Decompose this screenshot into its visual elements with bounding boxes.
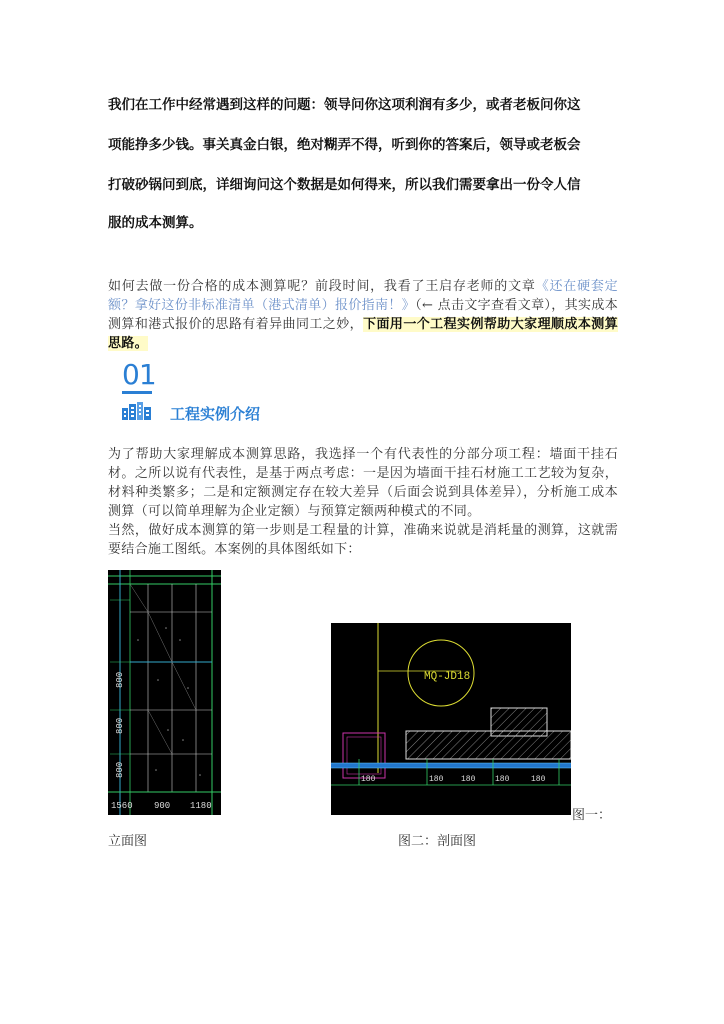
intro-line-2: 项能挣多少钱。事关真金白银，绝对糊弄不得，听到你的答案后，领导或老板会 [108,137,581,153]
figure-2-caption: 图二：剖面图 [398,834,477,849]
paragraph-drawings: 当然，做好成本测算的第一步则是工程量的计算，准确来说就是消耗量的测算，这就需要结合施工图纸。本案例的具体图纸如下： [108,523,618,557]
section-dim-1: 180 [361,775,376,784]
paragraph-case: 为了帮助大家理解成本测算思路，我选择一个有代表性的分部分项工程：墙面干挂石材。之所以说有代表性，是基于两点考虑：一是因为墙面干挂石材施工工艺较为复杂，材料种类繁多；二是和定额测定存在较大差异（后面会说到具体差异），分析施工成本测算（可以简单理解为企业定额）与预算定额两种模式的不同。 [108,447,618,519]
paragraph-method-text-1: 如何去做一份合格的成本测算呢？前段时间，我看了王启存老师的文章 [108,279,536,294]
section-title: 工程实例介绍 [170,405,261,423]
figure-1-caption-label: 图一： [572,808,612,823]
section-tag: MQ-JD18 [424,671,471,683]
elevation-bottom-dim-2: 900 [154,801,171,811]
intro-line-4: 服的成本测算。 [108,215,203,231]
elevation-dim-1: 800 [115,671,125,688]
article-link[interactable]: 《还在硬套定额？拿好这份非标准清单（港式清单）报价指南！》 [108,279,618,313]
section-dim-2: 180 [429,775,444,784]
highlighted-sentence: 下面用一个工程实例帮助大家理顺成本测算思路。 [108,317,618,351]
elevation-dim-3: 800 [115,761,125,778]
intro-line-3: 打破砂锅问到底，详细询问这个数据是如何得来，所以我们需要拿出一份令人信 [108,177,581,193]
figure-1-caption-title: 立面图 [108,834,148,849]
section-number: 01 [122,358,156,391]
buildings-icon [122,402,152,420]
paragraph-method-text-2: （← 点击文字查看文章），其实成本测算和港式报价的思路有着异曲同工之妙， [108,298,618,332]
intro-line-1: 我们在工作中经常遇到这样的问题：领导问你这项利润有多少，或者老板问你这 [108,97,581,113]
elevation-drawing [108,570,221,815]
section-dim-4: 180 [495,775,510,784]
section-dim-5: 180 [531,775,546,784]
paragraph-method [108,277,618,353]
section-dim-3: 180 [461,775,476,784]
elevation-dim-2: 800 [115,717,125,734]
section-drawing [331,623,571,815]
elevation-bottom-dim-3: 1180 [190,801,212,811]
elevation-bottom-dim-1: 1560 [111,801,133,811]
section-number-underline [122,391,152,394]
